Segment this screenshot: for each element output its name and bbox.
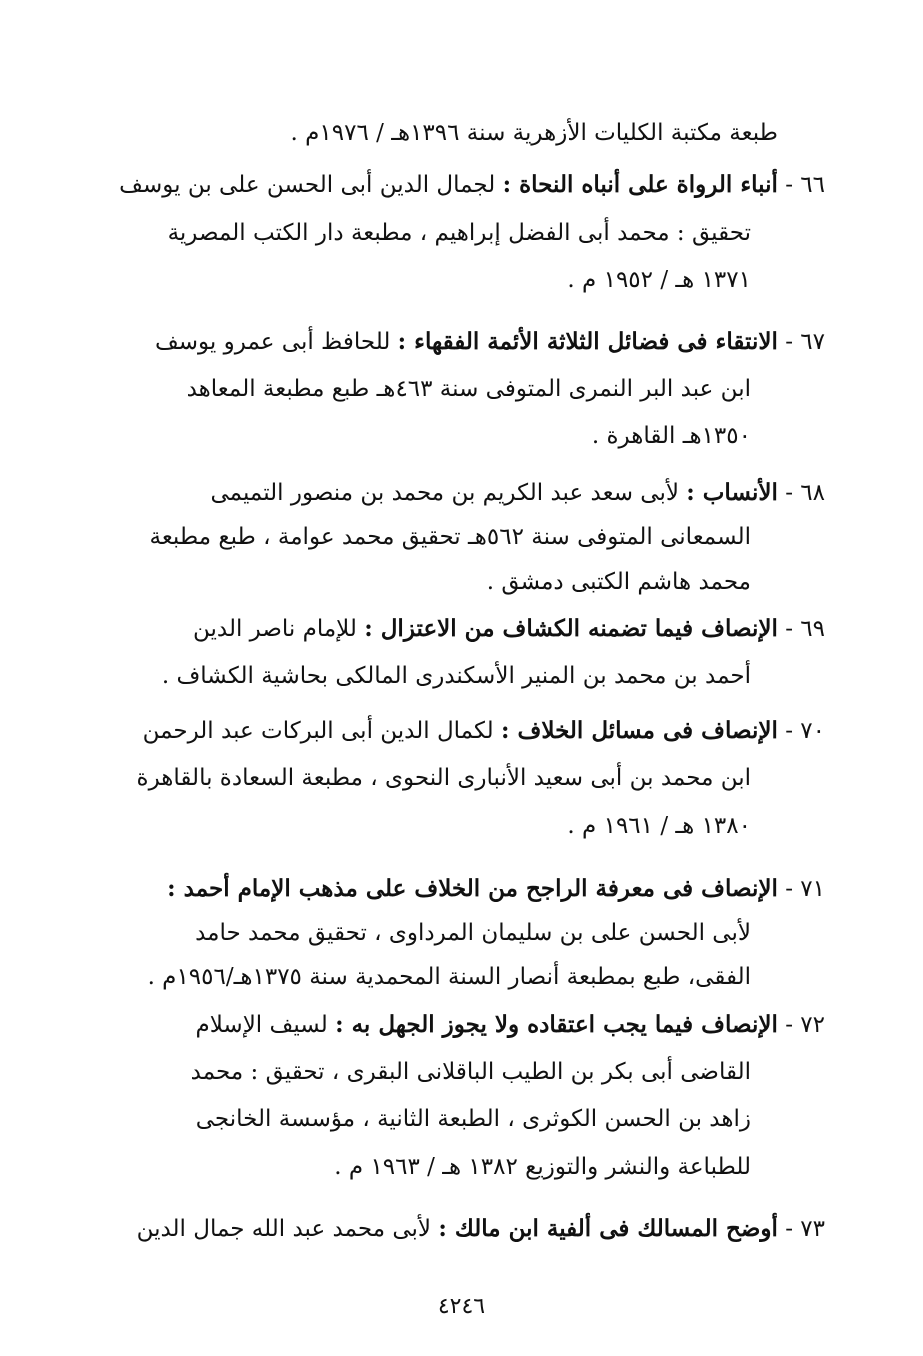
entry-title: الإنصاف فيما يجب اعتقاده ولا يجوز الجهل به : [335,1011,778,1038]
entry-title: أوضح المسالك فى ألفية ابن مالك : [438,1215,778,1242]
entry-66-line-2: تحقيق : محمد أبى الفضل إبراهيم ، مطبعة دار الكتب المصرية [167,220,751,246]
entry-66-line-3: ١٣٧١ هـ / ١٩٥٢ م . [567,267,751,293]
entry-68-line-3: محمد هاشم الكتبى دمشق . [486,569,751,595]
entry-72-line-4: للطباعة والنشر والتوزيع ١٣٨٢ هـ / ١٩٦٣ م . [334,1154,751,1180]
entry-71-line-3: الفقى، طبع بمطبعة أنصار السنة المحمدية سنة ١٣٧٥هـ/١٩٥٦م . [147,964,751,990]
entry-68-line-2: السمعانى المتوفى سنة ٥٦٢هـ تحقيق محمد عوامة ، طبع مطبعة [149,524,751,550]
entry-title: الإنصاف فى معرفة الراجح من الخلاف على مذهب الإمام أحمد : [167,875,778,902]
entry-number: ٦٨ - [785,480,825,506]
entry-number: ٦٦ - [785,172,825,198]
entry-text: لأبى سعد عبد الكريم بن محمد بن منصور التميمى [210,480,687,506]
entry-73-line-1 [137,1214,825,1244]
entry-72-line-3: زاهد بن الحسن الكوثرى ، الطبعة الثانية ، مؤسسة الخانجى [195,1106,751,1132]
entry-number: ٧٢ - [785,1012,825,1038]
entry-text: لأبى محمد عبد الله جمال الدين [136,1216,439,1242]
entry-67-line-2: ابن عبد البر النمرى المتوفى سنة ٤٦٣هـ طبع مطبعة المعاهد [186,376,751,402]
entry-71-line-2: لأبى الحسن على بن سليمان المرداوى ، تحقيق محمد حامد [195,920,751,946]
page-number: ٤٢٤٦ [437,1294,486,1319]
entry-number: ٧٠ - [785,718,825,744]
entry-title: الإنصاف فيما تضمنه الكشاف من الاعتزال : [364,615,778,642]
intro-line: طبعة مكتبة الكليات الأزهرية سنة ١٣٩٦هـ / ١٩٧٦م . [290,120,778,146]
entry-66-line-1 [119,170,825,200]
entry-title: أنباء الرواة على أنباه النحاة : [502,171,778,198]
entry-72-line-1 [195,1010,825,1040]
entry-title: الأنساب : [686,479,778,506]
entry-67-line-1 [155,327,825,357]
entry-number: ٦٩ - [785,616,825,642]
entry-67-line-3: ١٣٥٠هـ القاهرة . [591,423,751,449]
entry-69-line-2: أحمد بن محمد بن المنير الأسكندرى المالكى بحاشية الكشاف . [161,663,751,689]
entry-title: الانتقاء فى فضائل الثلاثة الأئمة الفقهاء : [397,328,778,355]
entry-text: لسيف الإسلام [195,1012,336,1038]
entry-text: لكمال الدين أبى البركات عبد الرحمن [142,718,501,744]
entry-69-line-1 [193,614,825,644]
entry-title: الإنصاف فى مسائل الخلاف : [501,717,778,744]
entry-72-line-2: القاضى أبى بكر بن الطيب الباقلانى البقرى ، تحقيق : محمد [190,1059,751,1085]
entry-70-line-1 [143,716,825,746]
entry-70-line-3: ١٣٨٠ هـ / ١٩٦١ م . [567,813,751,839]
entry-text: للإمام ناصر الدين [192,616,365,642]
entry-text: للحافظ أبى عمرو يوسف [154,329,398,355]
entry-70-line-2: ابن محمد بن أبى سعيد الأنبارى النحوى ، مطبعة السعادة بالقاهرة [136,765,751,791]
entry-number: ٧١ - [785,876,825,902]
entry-71-line-1 [167,874,825,904]
entry-number: ٧٣ - [785,1216,825,1242]
entry-68-line-1 [211,478,825,508]
entry-text: لجمال الدين أبى الحسن على بن يوسف [119,172,503,198]
entry-number: ٦٧ - [785,329,825,355]
